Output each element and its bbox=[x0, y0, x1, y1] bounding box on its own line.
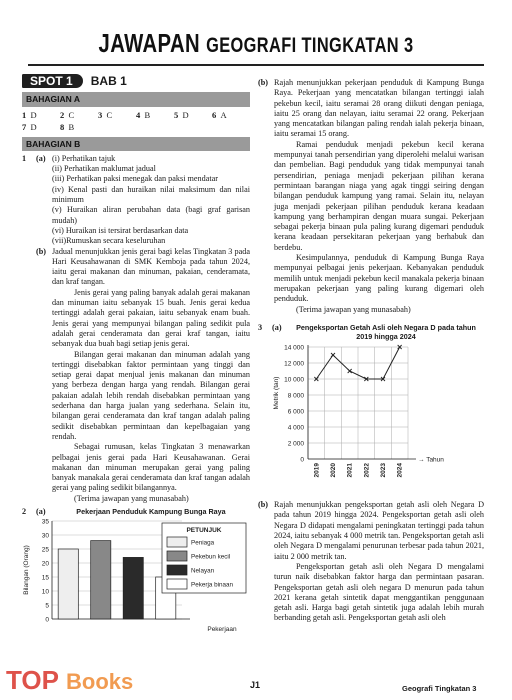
legend-swatch bbox=[167, 565, 187, 575]
q1a: 1 (a) (i) Perhatikan tajuk (ii) Perhatikan maklumat jadual (iii) Perhatikan paksi menegak dan paksi mendatar (iv) Kenal pasti dan huraikan nilai maksimum dan nilai minimum (v) Huraikan aliran perubahan data (bagi graf garisan mudah) (vi) Huraikan isi tersirat berdasarkan data (vii)Rumuskan secara keseluruhan bbox=[22, 153, 250, 246]
note: (Terima jawapan yang munasabah) bbox=[296, 304, 411, 314]
left-column bbox=[22, 74, 250, 639]
q2a: 2 (a) Pekerjaan Penduduk Kampung Bunga Raya bbox=[22, 507, 250, 517]
book-name: Geografi Tingkatan 3 bbox=[402, 684, 477, 693]
bar bbox=[123, 558, 143, 620]
y-tick-label: 4 000 bbox=[287, 424, 304, 432]
paragraph: Jadual menunjukkan jenis gerai bagi kelas Tingkatan 3 pada Hari Keusahawanan di SMK Kemboja pada tahun 2024, iaitu gerai makanan dan minuman, pakaian, cenderamata, dan kraf tangan. bbox=[52, 246, 250, 287]
paragraph: Jenis gerai yang paling banyak adalah gerai makanan dan minuman iaitu sebanyak 15 buah. Jenis gerai kedua tertinggi adalah gerai pakaian, iaitu sebanyak enam buah. Jenis gerai yang mempunyai bilangan paling sedikit pula adalah gerai cenderamata dan gerai kraf tangan, iaitu sebanyak dua buah bagi setiap jenis gerai. bbox=[52, 287, 250, 349]
y-tick-label: 0 bbox=[300, 456, 304, 464]
section-a-heading: BAHAGIAN A bbox=[22, 92, 250, 106]
y-tick-label: 12 000 bbox=[284, 360, 304, 368]
list-item: (ii) Perhatikan maklumat jadual bbox=[52, 164, 156, 174]
paragraph: Rajah menunjukkan pengeksportan getah asli oleh Negara D pada tahun 2019 hingga 2024. Pengeksportan getah asli oleh Negara D didapati mengalami peningkatan tertinggi pada tahun 2024, iaitu sebanyak 4 000 metrik tan. Pengeksportan getah asli oleh Negara D mengalami penurunan terbesar pada tahun 2021, iaitu 2 000 metrik tan. bbox=[274, 500, 484, 561]
chart1-bar-chart bbox=[22, 517, 250, 635]
spot-header bbox=[22, 74, 250, 88]
paragraph: Ramai penduduk menjadi pekebun kecil kerana mempunyai tanah persendirian yang diperolehi melalui warisan dan pembelian. Bagi penduduk yang tidak mempunyai tanah persendirian, peniaga menjadi pekerjaan pilihan kerana permintaan barangan niaga yang agak tinggi seiring dengan bilangan penduduk kampung yang ramai. Selain itu, nelayan juga menjadi pekerjaan pilihan penduduk kerana keadaan kampung yang berhampiran dengan muara sungai. Pekerjaan sebagai pekerja binaan pula paling kurang digemari penduduk kerana keadaan persekitaran pekerjaan yang berhabuk dan berdebu. bbox=[274, 139, 484, 252]
y-tick-label: 6 000 bbox=[287, 408, 304, 416]
list-item: (i) Perhatikan tajuk bbox=[52, 153, 116, 163]
section-b-heading: BAHAGIAN B bbox=[22, 137, 250, 151]
bar bbox=[58, 549, 78, 619]
section-a-answers bbox=[22, 110, 250, 133]
q1b: (b) Jadual menunjukkan jenis gerai bagi kelas Tingkatan 3 pada Hari Keusahawanan di SMK Kemboja pada tahun 2024, iaitu gerai makanan dan minuman, pakaian, cenderamata, dan kraf tangan. Jenis gerai yang paling banyak adalah gerai makanan dan minuman iaitu sebanyak 15 buah. Jenis gerai kedua tertinggi adalah gerai pakaian, iaitu sebanyak enam buah. Jenis gerai yang mempunyai bilangan paling sedikit pula adalah gerai cenderamata dan gerai kraf tangan, iaitu sebanyak dua buah bagi setiap jenis gerai. Bilangan gerai makanan dan minuman adalah yang tertinggi disebabkan faktor permintaan yang tinggi dan setiap gerai dapat menjual jenis makanan dan minuman yang berbeza dengan harga yang rendah. Bilangan gerai pakaian adalah lebih rendah disebabkan permintaan yang sederhana dan harga jualan yang sederhana. Selain itu, bilangan gerai cenderamata dan kraf tangan adalah paling sedikit disebabkan permintaan dan kepelbagaian yang rendah. Sebagai rumusan, kelas Tingkatan 3 menawarkan pelbagai jenis gerai pada Hari Keusahawanan. Gerai makanan dan minuman merupakan gerai yang paling banyak manakala gerai cenderamata dan kraf tangan adalah gerai yang paling sedikit bilangannya. (Terima jawapan yang munasabah) bbox=[36, 246, 250, 503]
y-tick-label: 8 000 bbox=[287, 392, 304, 400]
list-item: (iii) Perhatikan paksi menegak dan paksi mendatar bbox=[52, 174, 218, 184]
list-item: (v) Huraikan aliran perubahan data (bagi graf garisan mudah) bbox=[52, 205, 250, 225]
y-tick-label: 10 000 bbox=[284, 376, 304, 384]
x-axis-label: Pekerjaan bbox=[207, 626, 237, 634]
x-tick-label: 2021 bbox=[346, 462, 354, 478]
q2b: (b) Rajah menunjukkan pekerjaan penduduk di Kampung Bunga Raya. Pekerjaan yang mencatatkan bilangan tertinggi ialah pekebun kecil, iaitu seramai 28 orang diikuti dengan peniaga, iaitu 25 orang dan nelayan, iaitu seramai 22 orang. Pekerjaan yang mencatatkan bilangan paling rendah ialah pekerja binaan, iaitu seramai 15 orang. Ramai penduduk menjadi pekebun kecil kerana mempunyai tanah persendirian yang diperolehi melalui warisan dan pembelian. Bagi penduduk yang tidak mempunyai tanah persendirian, peniaga menjadi pekerjaan pilihan kerana permintaan barangan niaga yang agak tinggi seiring dengan bilangan penduduk kampung yang ramai. Selain itu, nelayan juga menjadi pekerjaan pilihan penduduk kerana keadaan kampung yang berhampiran dengan muara sungai. Pekerjaan sebagai pekerja binaan pula paling kurang digemari penduduk kerana keadaan persekitaran pekerjaan yang berhabuk dan berdebu. Kesimpulannya, penduduk di Kampung Bunga Raya mempunyai pelbagai jenis pekerjaan. Kebanyakan penduduk memilih untuk menjadi pekebun kecil manakala pekerja binaan merupakan pekerjaan yang paling kurang digemari oleh penduduk. (Terima jawapan yang munasabah) bbox=[258, 78, 484, 314]
legend-label: Pekebun kecil bbox=[191, 553, 231, 561]
legend-swatch bbox=[167, 551, 187, 561]
bar bbox=[91, 541, 111, 619]
y-tick-label: 0 bbox=[45, 616, 49, 624]
y-tick-label: 10 bbox=[41, 588, 49, 596]
list-item: (vii)Rumuskan secara keseluruhan bbox=[52, 236, 166, 246]
y-tick-label: 15 bbox=[41, 574, 49, 582]
title-rest: GEOGRAFI TINGKATAN 3 bbox=[206, 34, 414, 57]
legend-label: Nelayan bbox=[191, 567, 215, 575]
list-item: (iv) Kenal pasti dan huraikan nilai maksimum dan nilai minimum bbox=[52, 184, 250, 205]
note: (Terima jawapan yang munasabah) bbox=[74, 493, 189, 503]
paragraph: Bilangan gerai makanan dan minuman adalah yang tertinggi disebabkan faktor permintaan yang tinggi dan setiap gerai dapat menjual jenis makanan dan minuman yang berbeza dengan harga yang rendah. Bilangan gerai pakaian adalah lebih rendah disebabkan permintaan yang sederhana dan harga jualan yang sederhana. Selain itu, bilangan gerai cenderamata dan kraf tangan adalah paling sedikit disebabkan permintaan dan kepelbagaian yang rendah. bbox=[52, 349, 250, 441]
answer-item: 2 C bbox=[60, 109, 75, 120]
q3a: 3 (a) Pengeksportan Getah Asli oleh Negara D pada tahun 2019 hingga 2024 bbox=[258, 323, 484, 341]
answer-item: 1 D bbox=[22, 109, 37, 120]
y-tick-label: 20 bbox=[41, 560, 49, 568]
paragraph: Pengeksportan getah asli oleh Negara D mengalami turun naik disebabkan faktor harga dan permintaan pasaran. Pengeksportan getah asli oleh negara D menurun pada tahun 2021 kerana getah sintetik dapat menggantikan penggunaan getah asli. Harga bagi getah sintetik juga adalah lebih murah berbanding getah asli. Pengeksportan getah asli oleh bbox=[274, 561, 484, 623]
chart1-title: Pekerjaan Penduduk Kampung Bunga Raya bbox=[76, 506, 226, 516]
legend-label: Peniaga bbox=[191, 539, 215, 547]
x-tick-label: 2020 bbox=[330, 462, 337, 478]
x-axis-label: → Tahun bbox=[418, 456, 444, 464]
spot-badge: SPOT 1 bbox=[22, 74, 83, 88]
topbooks-logo bbox=[0, 655, 150, 700]
y-tick-label: 30 bbox=[41, 532, 49, 540]
legend-swatch bbox=[167, 579, 187, 589]
q3b: (b) Rajah menunjukkan pengeksportan getah asli oleh Negara D pada tahun 2019 hingga 2024. Pengeksportan getah asli oleh Negara D didapati mengalami peningkatan tertinggi pada tahun 2024, iaitu sebanyak 4 000 metrik tan. Pengeksportan getah asli oleh Negara D mengalami penurunan terbesar pada tahun 2021, iaitu 2 000 metrik tan. Pengeksportan getah asli oleh Negara D mengalami turun naik disebabkan faktor harga dan permintaan pasaran. Pengeksportan getah asli oleh negara D menurun pada tahun 2021 kerana getah sintetik dapat menggantikan penggunaan getah asli. Harga bagi getah sintetik juga adalah lebih murah berbanding getah asli. Pengeksportan getah asli oleh bbox=[258, 500, 484, 623]
x-tick-label: 2022 bbox=[363, 462, 371, 478]
paragraph: Rajah menunjukkan pekerjaan penduduk di Kampung Bunga Raya. Pekerjaan yang mencatatkan bilangan tertinggi ialah pekebun kecil, iaitu seramai 28 orang diikuti dengan peniaga, iaitu 25 orang dan nelayan, iaitu seramai 22 orang. Pekerjaan yang mencatatkan bilangan paling rendah ialah pekerja binaan, iaitu seramai 15 orang. bbox=[274, 78, 484, 139]
legend-swatch bbox=[167, 537, 187, 547]
chapter-label: BAB 1 bbox=[90, 74, 127, 88]
y-tick-label: 2 000 bbox=[287, 440, 304, 448]
x-tick-label: 2019 bbox=[313, 462, 321, 478]
paragraph: Sebagai rumusan, kelas Tingkatan 3 menawarkan pelbagai jenis gerai pada Hari Keusahawanan. Gerai makanan dan minuman merupakan gerai yang paling banyak manakala gerai cenderamata dan kraf tangan adalah gerai yang paling sedikit bilangannya. bbox=[52, 442, 250, 493]
title-rule bbox=[28, 64, 484, 66]
answer-item: 8 B bbox=[60, 121, 75, 132]
answer-item: 7 D bbox=[22, 121, 37, 132]
legend-title: PETUNJUK bbox=[186, 527, 222, 535]
answer-item: 4 B bbox=[136, 109, 151, 120]
right-column bbox=[258, 78, 484, 624]
chart2-line-chart bbox=[258, 341, 484, 491]
y-axis-label: Metrik (tan) bbox=[273, 376, 280, 410]
answer-item: 3 C bbox=[98, 109, 113, 120]
svg-text:TOP: TOP bbox=[6, 665, 59, 695]
title-main: JAWAPAN bbox=[98, 28, 201, 58]
data-point bbox=[331, 353, 335, 357]
page-mark: J1 bbox=[250, 680, 261, 690]
legend-label: Pekerja binaan bbox=[191, 581, 234, 589]
answer-item: 6 A bbox=[212, 109, 227, 120]
q1a-list bbox=[52, 154, 250, 247]
answer-item: 5 D bbox=[174, 109, 189, 120]
y-axis-label: Bilangan (Orang) bbox=[23, 545, 30, 596]
y-tick-label: 5 bbox=[45, 602, 49, 610]
paragraph: Kesimpulannya, penduduk di Kampung Bunga Raya mempunyai pelbagai jenis pekerjaan. Kebanyakan penduduk memilih untuk menjadi pekebun kecil manakala pekerja binaan merupakan pekerjaan yang paling kurang digemari oleh penduduk. bbox=[274, 253, 484, 304]
y-tick-label: 25 bbox=[41, 546, 49, 554]
page-title bbox=[56, 28, 455, 59]
x-tick-label: 2024 bbox=[396, 462, 404, 478]
svg-text:Books: Books bbox=[66, 669, 134, 694]
y-tick-label: 14 000 bbox=[284, 344, 304, 352]
chart2-title: Pengeksportan Getah Asli oleh Negara D pada tahun 2019 hingga 2024 bbox=[296, 322, 476, 341]
list-item: (vi) Huraikan isi tersirat berdasarkan data bbox=[52, 225, 189, 235]
x-tick-label: 2023 bbox=[380, 462, 387, 478]
y-tick-label: 35 bbox=[41, 518, 49, 526]
data-point bbox=[348, 369, 352, 373]
